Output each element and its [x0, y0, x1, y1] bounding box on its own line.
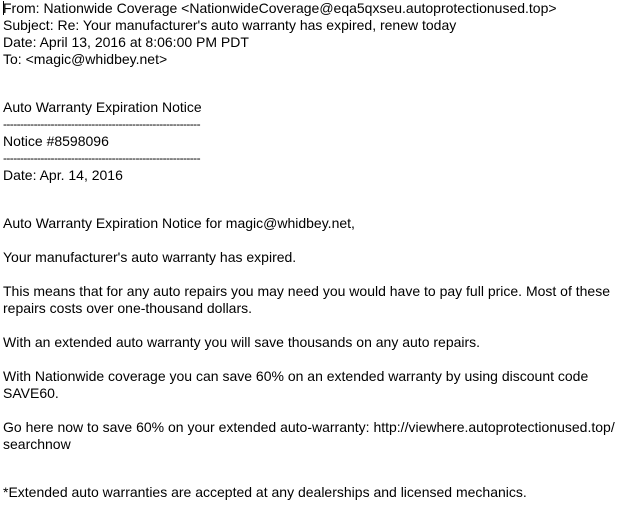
paragraph-full-price-line1: This means that for any auto repairs you may need you would have to pay full price. Most of these — [3, 283, 610, 299]
paragraph-full-price-line2: repairs costs over one-thousand dollars. — [3, 300, 253, 316]
notice-date: Date: Apr. 14, 2016 — [3, 167, 123, 183]
email-headers — [3, 0, 625, 68]
greeting: Auto Warranty Expiration Notice for magic@whidbey.net, — [3, 215, 355, 231]
paragraph-save-thousands: With an extended auto warranty you will save thousands on any auto repairs. — [3, 334, 481, 350]
paragraph-discount-line1: With Nationwide coverage you can save 60% on an extended warranty by using discount code — [3, 368, 589, 384]
from-header — [3, 0, 625, 17]
footnote: *Extended auto warranties are accepted at any dealerships and licensed mechanics. — [3, 484, 527, 500]
notice-title: Auto Warranty Expiration Notice — [3, 99, 202, 115]
paragraph-link-line1: Go here now to save 60% on your extended auto-warranty: http://viewhere.autoprotectionused.top/ — [3, 419, 615, 435]
email-message — [3, 0, 625, 501]
paragraph-expired: Your manufacturer's auto warranty has expired. — [3, 249, 297, 265]
from-header-text: From: Nationwide Coverage <NationwideCoverage@eqa5qxseu.autoprotectionused.top> — [3, 0, 557, 16]
separator-line: ---------------------------------------------------------- — [3, 151, 200, 165]
notice-number: Notice #8598096 — [3, 133, 109, 149]
paragraph-link-line2: searchnow — [3, 436, 71, 452]
to-header: To: <magic@whidbey.net> — [3, 51, 168, 67]
email-body — [3, 99, 625, 501]
date-header: Date: April 13, 2016 at 8:06:00 PM PDT — [3, 34, 249, 50]
subject-header: Subject: Re: Your manufacturer's auto warranty has expired, renew today — [3, 17, 457, 33]
separator-line: ---------------------------------------------------------- — [3, 117, 200, 131]
paragraph-discount-line2: SAVE60. — [3, 385, 59, 401]
